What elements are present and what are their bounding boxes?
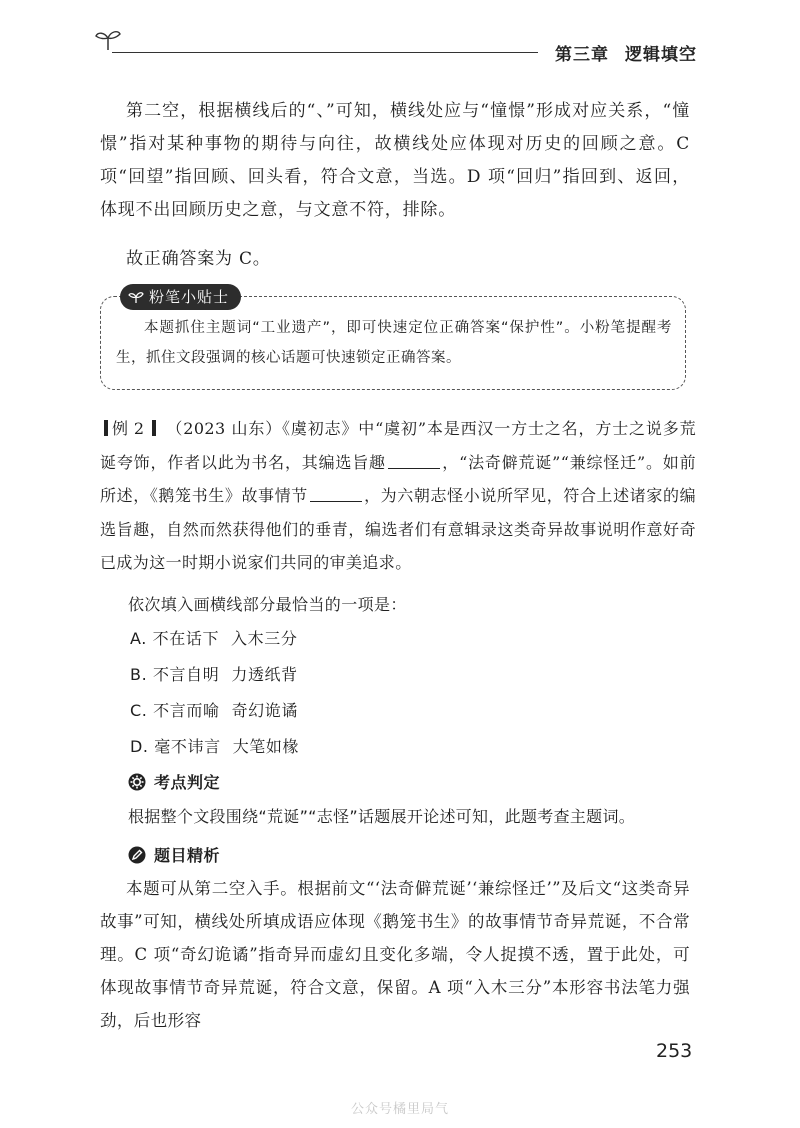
section-heading-analysis	[128, 843, 220, 866]
section-title: 考点判定	[154, 773, 221, 792]
gear-icon	[128, 773, 146, 791]
example-label: 例 2	[112, 419, 145, 438]
header-rule	[112, 52, 538, 53]
tip-label	[120, 284, 241, 310]
pen-icon	[128, 846, 146, 864]
question-prompt: 依次填入画横线部分最恰当的一项是：	[128, 595, 407, 614]
section-title: 题目精析	[154, 846, 221, 865]
section-heading-test-point	[128, 770, 220, 793]
test-point-text: 根据整个文段围绕“荒诞”“志怪”话题展开论述可知，此题考查主题词。	[128, 807, 636, 826]
option-a: A. 不在话下 入木三分	[130, 629, 298, 648]
watermark: 公众号橘里局气	[350, 1102, 449, 1117]
blank-line	[310, 487, 362, 502]
running-header	[555, 40, 697, 65]
option-d: D. 毫不讳言 大笔如椽	[130, 737, 300, 756]
sprout-icon	[128, 290, 144, 304]
option-b: B. 不言自明 力透纸背	[130, 665, 298, 684]
example-passage	[100, 412, 696, 580]
label-bar	[104, 420, 108, 436]
passage-segment: ，“法奇僻荒诞”“兼综怪迁”。如前所述，《鹅笼书生》故事情节	[100, 452, 696, 505]
tip-label-text: 粉笔小贴士	[149, 288, 230, 306]
analysis-paragraph: 第二空，根据横线后的“、”可知，横线处应与“憧憬”形成对应关系，“憧憬”指对某种事物的期待与向往，故横线处应体现对历史的回顾之意。C 项“回望”指回顾、回头看，符合文意，当选。D 项“回归”指回到、返回，体现不出回顾历史之意，与文意不符，排除。	[100, 101, 690, 220]
chapter-title: 逻辑填空	[625, 45, 697, 65]
blank-line	[388, 454, 440, 469]
analysis-text: 本题可从第二空入手。根据前文“‘法奇僻荒诞’‘兼综怪迁’”及后文“这类奇异故事”可知，横线处所填成语应体现《鹅笼书生》的故事情节奇异荒诞，不合常理。C 项“奇幻诡谲”指奇异而虚幻且变化多端，令人捉摸不透，置于此处，可体现故事情节奇异荒诞，符合文意，保留。A 项“入木三分”本形容书法笔力强劲，后也形容	[100, 879, 690, 1030]
label-bar	[152, 420, 156, 436]
passage-segment: （2023 山东）《虞初志》中“虞初”本是西汉一方士之名，方士之说多荒诞夸饰，作者以此为书名，其编选旨趣	[100, 419, 696, 472]
page-number: 253	[656, 1040, 693, 1062]
tip-text: 本题抓住主题词“工业遗产”，即可快速定位正确答案“保护性”。小粉笔提醒考生，抓住文段强调的核心话题可快速锁定正确答案。	[116, 320, 672, 366]
option-c: C. 不言而喻 奇幻诡谲	[130, 701, 298, 720]
passage-segment: ，为六朝志怪小说所罕见，符合上述诸家的编选旨趣，自然而然获得他们的垂青，编选者们有意辑录这类奇异故事说明作意好奇已成为这一时期小说家们共同的审美追求。	[100, 486, 696, 572]
answer-paragraph: 故正确答案为 C。	[126, 249, 271, 269]
sprout-icon	[94, 28, 122, 52]
chapter-number: 第三章	[555, 45, 609, 65]
